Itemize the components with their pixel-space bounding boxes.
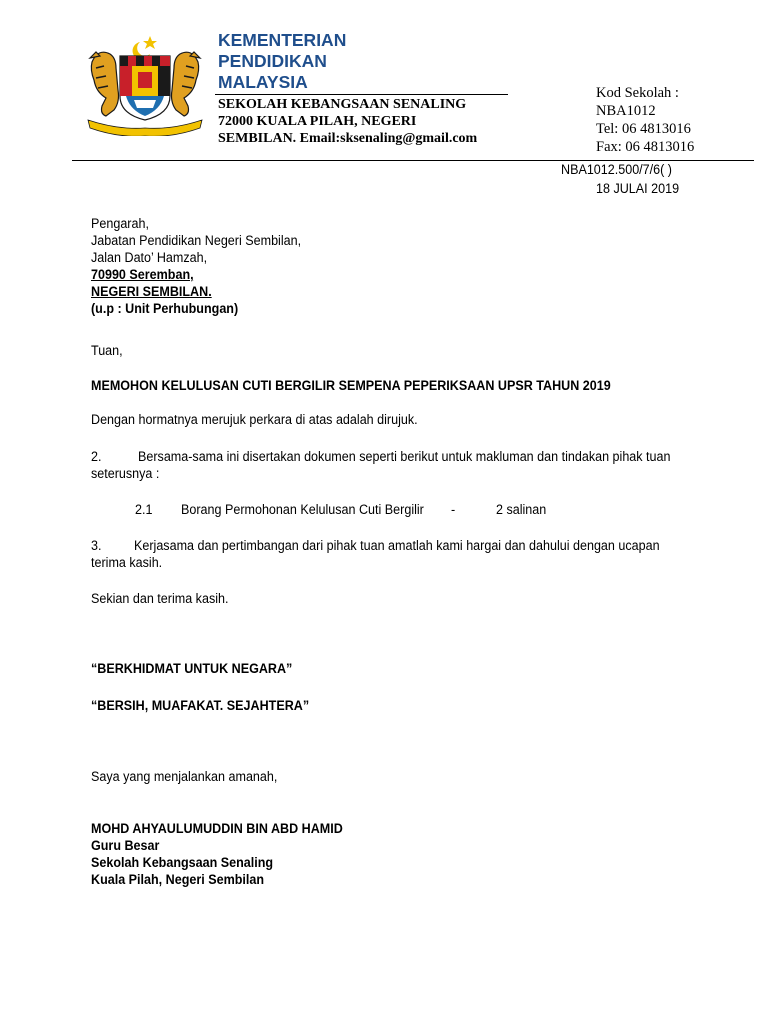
recipient-line: Jalan Dato’ Hamzah, <box>91 250 208 265</box>
school-code-label: Kod Sekolah : <box>596 85 679 101</box>
recipient-address <box>91 215 301 317</box>
ministry-line-3: MALAYSIA <box>218 72 308 92</box>
motto-1: “BERKHIDMAT UNTUK NEGARA” <box>91 661 293 676</box>
paragraph-3-number: 3. <box>91 538 102 553</box>
telephone: Tel: 06 4813016 <box>596 121 691 137</box>
signatory-title: Guru Besar <box>91 838 160 853</box>
recipient-line: Pengarah, <box>91 216 149 231</box>
signoff: Saya yang menjalankan amanah, <box>91 769 278 784</box>
fax: Fax: 06 4813016 <box>596 139 695 155</box>
reference-number: NBA1012.500/7/6( ) <box>561 162 672 177</box>
school-code: NBA1012 <box>596 103 656 119</box>
school-contact <box>596 84 694 156</box>
letter-subject: MEMOHON KELULUSAN CUTI BERGILIR SEMPENA PEPERIKSAAN UPSR TAHUN 2019 <box>91 378 611 393</box>
recipient-line: Jabatan Pendidikan Negeri Sembilan, <box>91 233 302 248</box>
list-item-number: 2.1 <box>135 502 153 517</box>
ministry-line-2: PENDIDIKAN <box>218 51 327 71</box>
ministry-name <box>218 30 346 93</box>
paragraph-3-line-2: terima kasih. <box>91 555 163 570</box>
coat-of-arms-logo <box>84 32 206 136</box>
school-address <box>218 96 477 147</box>
list-item-quantity: 2 salinan <box>496 502 547 517</box>
recipient-attention: (u.p : Unit Perhubungan) <box>91 301 239 316</box>
motto-2: “BERSIH, MUAFAKAT. SEJAHTERA” <box>91 698 310 713</box>
school-line-1: SEKOLAH KEBANGSAAN SENALING <box>218 97 467 112</box>
signatory-name: MOHD AHYAULUMUDDIN BIN ABD HAMID <box>91 821 343 836</box>
recipient-state: NEGERI SEMBILAN. <box>91 284 212 299</box>
list-item-text: Borang Permohonan Kelulusan Cuti Bergilir <box>181 502 424 517</box>
school-line-2: 72000 KUALA PILAH, NEGERI <box>218 114 417 129</box>
paragraph-2-number: 2. <box>91 449 102 464</box>
letter-date: 18 JULAI 2019 <box>596 181 680 196</box>
paragraph-2-line-2: seterusnya : <box>91 466 160 481</box>
signatory-school: Sekolah Kebangsaan Senaling <box>91 855 274 870</box>
recipient-postcode: 70990 Seremban, <box>91 267 194 282</box>
ministry-line-1: KEMENTERIAN <box>218 30 347 50</box>
signature-block <box>91 820 343 888</box>
school-line-3: SEMBILAN. Email:sksenaling@gmail.com <box>218 131 478 146</box>
salutation: Tuan, <box>91 343 123 358</box>
paragraph-2-line-1: Bersama-sama ini disertakan dokumen seperti berikut untuk makluman dan tindakan pihak tuan <box>138 449 671 464</box>
signatory-location: Kuala Pilah, Negeri Sembilan <box>91 872 265 887</box>
closing-line: Sekian dan terima kasih. <box>91 591 229 606</box>
paragraph-1: Dengan hormatnya merujuk perkara di atas adalah dirujuk. <box>91 412 418 427</box>
paragraph-3-line-1: Kerjasama dan pertimbangan dari pihak tuan amatlah kami hargai dan dahului dengan ucapan <box>134 538 660 553</box>
header-divider-short <box>215 94 508 95</box>
list-item-dash: - <box>451 502 456 517</box>
